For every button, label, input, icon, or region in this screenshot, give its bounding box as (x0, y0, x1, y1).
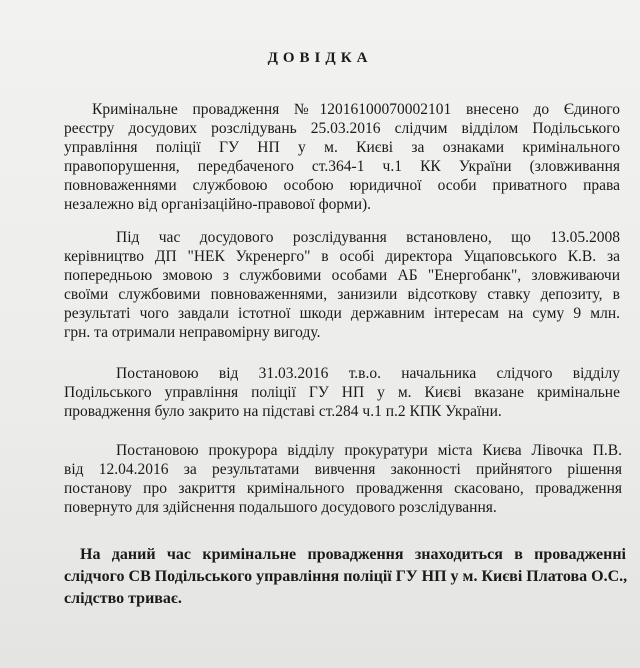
paragraph-line: повернуто для здійснення подальшого досудового розслідування. (64, 499, 497, 516)
paragraph-line: слідчого СВ Подільського управління поліції ГУ НП у м. Києві Платова О.С., (64, 568, 628, 585)
paragraph-line: правопорушення, передбаченого ст.364-1 ч.1 КК України (зловживання (64, 158, 620, 175)
paragraph-line: постанову про закриття кримінального провадження скасовано, провадження (64, 480, 622, 497)
paragraph-line: Подільського управління поліції ГУ НП у м. Києві вказане кримінальне (64, 384, 620, 401)
paragraph-line: Постановою прокурора відділу прокуратури міста Києва Лівочка П.В. (116, 442, 622, 459)
paragraph-line: своїми службовими повноваженнями, занизили відсоткову ставку депозиту, в (64, 286, 620, 303)
paragraph-closure (64, 364, 620, 421)
paragraph-line: На даний час кримінальне провадження знаходиться в провадженні (80, 546, 626, 563)
paragraph-line: грн. та отримали неправомірну вигоду. (64, 324, 321, 341)
paragraph-line: незалежно від організаційно-правової форми). (64, 196, 372, 213)
paragraph-line: Під час досудового розслідування встановлено, що 13.05.2008 (116, 229, 620, 246)
paragraph-line: управління поліції ГУ НП у м. Києві за ознаками кримінального (64, 139, 620, 156)
paragraph-line: керівництво ДП "НЕК Укренерго" в особі директора Ущаповського К.В. за (64, 248, 620, 265)
paragraph-line: провадження було закрито на підставі ст.284 ч.1 п.2 КПК України. (64, 403, 502, 420)
paragraph-prosecutor (64, 441, 622, 517)
paragraph-line: реєстру досудових розслідувань 25.03.2016 слідчим відділом Подільського (64, 120, 620, 137)
paragraph-registration (64, 100, 620, 214)
paragraph-line: повноваженнями службовою особою юридичної особи приватного права (64, 177, 620, 194)
paragraph-line: результаті чого завдали істотної шкоди державним інтересам на суму 9 млн. (64, 305, 620, 322)
document-title: ДОВІДКА (267, 50, 373, 66)
paragraph-line: Постановою від 31.03.2016 т.в.о. начальника слідчого відділу (116, 365, 620, 382)
paragraph-line: від 12.04.2016 за результатами вивчення законності прийнятого рішення (64, 461, 622, 478)
paragraph-line: слідство триває. (64, 590, 182, 607)
paragraph-line: попередньою змовою з службовими особами АБ "Енергобанк", зловживаючи (64, 267, 620, 284)
paragraph-current-status (64, 544, 626, 610)
paragraph-investigation (64, 228, 620, 342)
paragraph-line: Кримінальне провадження №12016100070002101 внесено до Єдиного (92, 101, 620, 118)
